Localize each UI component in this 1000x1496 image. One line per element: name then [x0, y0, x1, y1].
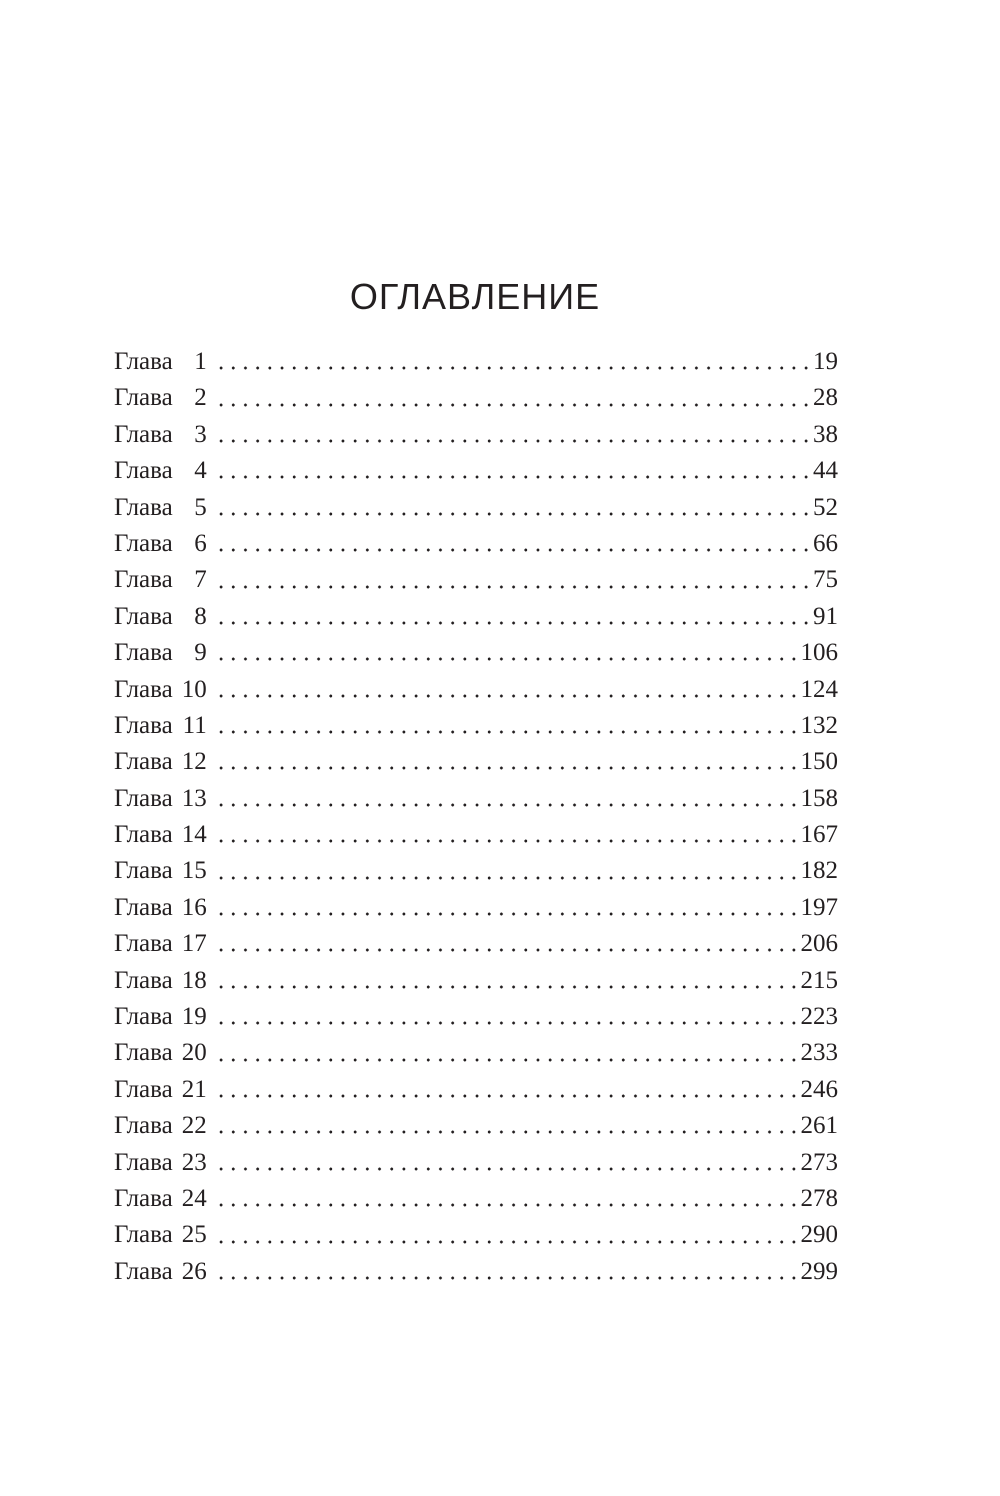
- toc-entry-page: 273: [800, 1148, 838, 1176]
- toc-entry-label: Глава: [114, 384, 173, 412]
- toc-entry-label: Глава: [114, 529, 173, 557]
- toc-dot-leader: [215, 728, 797, 736]
- toc-dot-leader: [215, 946, 797, 954]
- toc-entry-page: 299: [800, 1257, 838, 1285]
- toc-entry-number: 12: [181, 748, 207, 776]
- toc-entry-page: 197: [800, 893, 838, 921]
- toc-entry-label: Глава: [114, 857, 173, 885]
- toc-entry-number: 5: [194, 493, 207, 521]
- toc-entry-page: 38: [813, 420, 838, 448]
- toc-entry: [114, 963, 838, 999]
- toc-dot-leader: [215, 401, 809, 409]
- toc-entry-page: 246: [800, 1075, 838, 1103]
- toc-dot-leader: [215, 692, 797, 700]
- toc-entry: [114, 344, 838, 380]
- toc-entry: [114, 672, 838, 708]
- toc-entry: [114, 1217, 838, 1253]
- toc-entry-page: 167: [800, 821, 838, 849]
- toc-entry-page: 223: [800, 1003, 838, 1031]
- toc-entry-page: 66: [813, 529, 838, 557]
- toc-entry-page: 124: [800, 675, 838, 703]
- toc-entry-page: 150: [800, 748, 838, 776]
- toc-entry: [114, 853, 838, 889]
- toc-entry-label: Глава: [114, 893, 173, 921]
- toc-entry-label: Глава: [114, 348, 173, 375]
- toc-entry-label: Глава: [114, 930, 173, 958]
- toc-entry-number: 25: [181, 1221, 207, 1249]
- toc-dot-leader: [215, 1274, 797, 1282]
- toc-entry-label: Глава: [114, 1184, 173, 1212]
- toc-dot-leader: [215, 1238, 797, 1246]
- toc-entry-number: 22: [181, 1112, 207, 1140]
- toc-entry-number: 14: [181, 821, 207, 849]
- toc-dot-leader: [215, 473, 809, 481]
- toc-dot-leader: [215, 983, 797, 991]
- toc-entry-page: 182: [800, 857, 838, 885]
- toc-entry: [114, 599, 838, 635]
- toc-entry-label: Глава: [114, 748, 173, 776]
- toc-dot-leader: [215, 510, 809, 518]
- toc-dot-leader: [215, 1019, 797, 1027]
- toc-entry-label: Глава: [114, 1039, 173, 1067]
- toc-entry-number: 6: [194, 529, 207, 557]
- toc-entry-page: 75: [813, 566, 838, 594]
- toc-entry-number: 19: [181, 1003, 207, 1031]
- toc-entry: [114, 890, 838, 926]
- toc-entry-number: 23: [181, 1148, 207, 1176]
- toc-entry: [114, 1108, 838, 1144]
- toc-entry-page: 261: [800, 1112, 838, 1140]
- toc-entry-page: 233: [800, 1039, 838, 1067]
- toc-dot-leader: [215, 1056, 797, 1064]
- toc-entry-page: 215: [800, 966, 838, 994]
- toc-dot-leader: [215, 1092, 797, 1100]
- toc-entry-label: Глава: [114, 1257, 173, 1285]
- toc-entry-page: 52: [813, 493, 838, 521]
- toc-entry-label: Глава: [114, 493, 173, 521]
- toc-dot-leader: [215, 655, 797, 663]
- toc-dot-leader: [215, 910, 797, 918]
- toc-entry-page: 158: [800, 784, 838, 812]
- toc-entry: [114, 417, 838, 453]
- toc-entry-label: Глава: [114, 420, 173, 448]
- toc-entry: [114, 1254, 838, 1290]
- toc-entry-number: 24: [181, 1184, 207, 1212]
- toc-entry: [114, 926, 838, 962]
- toc-dot-leader: [215, 619, 809, 627]
- toc-entry: [114, 1181, 838, 1217]
- toc-entry-number: 18: [181, 966, 207, 994]
- toc-entry-label: Глава: [114, 639, 173, 667]
- toc-entry-number: 21: [181, 1075, 207, 1103]
- toc-entry-page: 106: [800, 639, 838, 667]
- toc-dot-leader: [215, 801, 797, 809]
- toc-entry-label: Глава: [114, 1003, 173, 1031]
- toc-entry-page: 28: [813, 384, 838, 412]
- toc-dot-leader: [215, 1128, 797, 1136]
- toc-entry-number: 26: [181, 1257, 207, 1285]
- toc-dot-leader: [215, 1201, 797, 1209]
- toc-entry-number: 17: [181, 930, 207, 958]
- toc-entry-page: 206: [800, 930, 838, 958]
- toc-entry-number: 15: [181, 857, 207, 885]
- toc-entry: [114, 708, 838, 744]
- toc-entry-label: Глава: [114, 1221, 173, 1249]
- toc-entry-number: 7: [194, 566, 207, 594]
- toc-entry: [114, 817, 838, 853]
- toc-entry-number: 10: [181, 675, 207, 703]
- toc-list: [114, 344, 838, 1290]
- toc-entry: [114, 453, 838, 489]
- toc-dot-leader: [215, 546, 809, 554]
- toc-entry-label: Глава: [114, 711, 173, 739]
- toc-entry-page: 278: [800, 1184, 838, 1212]
- toc-entry-label: Глава: [114, 675, 173, 703]
- toc-entry-page: 132: [800, 711, 838, 739]
- toc-entry-number: 11: [182, 711, 207, 739]
- toc-entry-label: Глава: [114, 566, 173, 594]
- toc-title: ОГЛАВЛЕНИЕ: [349, 276, 601, 317]
- toc-entry-label: Глава: [114, 1148, 173, 1176]
- toc-entry-number: 9: [194, 639, 207, 667]
- toc-entry: [114, 562, 838, 598]
- toc-entry-page: 44: [813, 457, 838, 485]
- toc-entry: [114, 490, 838, 526]
- toc-entry-number: 3: [194, 420, 207, 448]
- toc-entry-number: 2: [194, 384, 207, 412]
- toc-entry-number: 1: [194, 348, 207, 375]
- toc-entry-number: 16: [181, 893, 207, 921]
- toc-entry: [114, 526, 838, 562]
- toc-entry-number: 4: [194, 457, 207, 485]
- toc-entry-number: 13: [181, 784, 207, 812]
- toc-dot-leader: [215, 1165, 797, 1173]
- toc-entry-label: Глава: [114, 821, 173, 849]
- toc-entry-number: 8: [194, 602, 207, 630]
- toc-entry: [114, 1072, 838, 1108]
- toc-dot-leader: [215, 583, 809, 591]
- toc-entry: [114, 744, 838, 780]
- toc-entry-page: 91: [813, 602, 838, 630]
- toc-entry: [114, 635, 838, 671]
- toc-entry: [114, 1145, 838, 1181]
- toc-dot-leader: [215, 837, 797, 845]
- toc-entry: [114, 1035, 838, 1071]
- toc-entry: [114, 380, 838, 416]
- toc-entry-label: Глава: [114, 602, 173, 630]
- toc-dot-leader: [215, 764, 797, 772]
- toc-entry-page: 290: [800, 1221, 838, 1249]
- toc-entry-label: Глава: [114, 1112, 173, 1140]
- toc-entry: [114, 781, 838, 817]
- toc-entry-label: Глава: [114, 966, 173, 994]
- toc-entry-label: Глава: [114, 784, 173, 812]
- toc-dot-leader: [215, 874, 797, 882]
- toc-entry-number: 20: [181, 1039, 207, 1067]
- toc-dot-leader: [215, 364, 809, 372]
- toc-dot-leader: [215, 437, 809, 445]
- toc-entry-label: Глава: [114, 1075, 173, 1103]
- toc-entry-label: Глава: [114, 457, 173, 485]
- toc-entry: [114, 999, 838, 1035]
- toc-entry-page: 19: [813, 348, 838, 375]
